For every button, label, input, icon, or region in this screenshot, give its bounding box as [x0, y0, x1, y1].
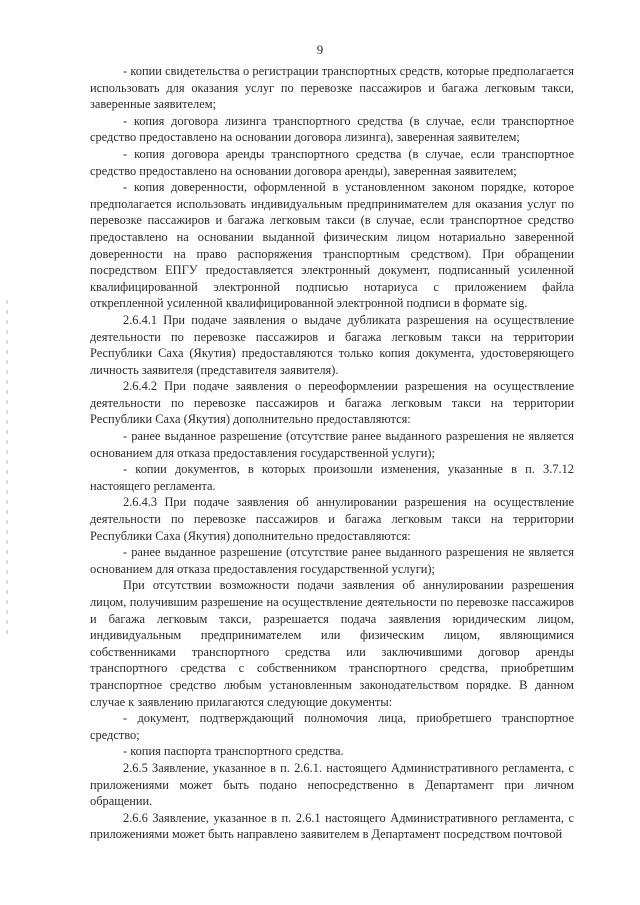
- paragraph: 2.6.4.3 При подаче заявления об аннулировании разрешения на осуществление деятельности по перевозке пассажиров и багажа легковым такси на территории Республики Саха (Якутия) дополнительно предоставляются:: [90, 495, 574, 543]
- paragraph: - копии документов, в которых произошли изменения, указанные в п. 3.7.12 настоящего регламента.: [90, 462, 574, 493]
- scan-binding-mark: [6, 300, 8, 640]
- page-number: 9: [316, 42, 324, 57]
- paragraph: - ранее выданное разрешение (отсутствие ранее выданного разрешения не является основанием для отказа предоставления государственной услуги);: [90, 429, 574, 460]
- paragraph: - документ, подтверждающий полномочия лица, приобретшего транспортное средство;: [90, 711, 574, 742]
- paragraph: - ранее выданное разрешение (отсутствие ранее выданного разрешения не является основанием для отказа предоставления государственной услуги);: [90, 545, 574, 576]
- paragraph: - копия паспорта транспортного средства.: [123, 744, 344, 759]
- paragraph: 2.6.6 Заявление, указанное в п. 2.6.1 настоящего Административного регламента, с приложениями может быть направлено заявителем в Департамент посредством почтовой: [90, 810, 574, 842]
- document-body: [90, 63, 574, 843]
- paragraph: - копии свидетельства о регистрации транспортных средств, которые предполагается использовать для оказания услуг по перевозке пассажиров и багажа легковым такси, заверенные заявителем;: [90, 64, 574, 112]
- paragraph: - копия договора аренды транспортного средства (в случае, если транспортное средство предоставлено на основании договора аренды), заверенная заявителем;: [90, 146, 574, 178]
- paragraph: 2.6.5 Заявление, указанное в п. 2.6.1. настоящего Административного регламента, с приложениями может быть подано непосредственно в Департамент при личном обращении.: [90, 760, 574, 809]
- paragraph: 2.6.4.1 При подаче заявления о выдаче дубликата разрешения на осуществление деятельности по перевозке пассажиров и багажа легковым такси на территории Республики Саха (Якутия) предоставляются только копия документа, удостоверяющего личность заявителя (представителя заявителя).: [90, 312, 574, 377]
- paragraph: При отсутствии возможности подачи заявления об аннулировании разрешения лицом, получившим разрешение на осуществление деятельности по перевозке пассажиров и багажа легковым такси, разрешается подача заявления юридическим лицом, индивидуальным предпринимателем или физическим лицом, являющимися собственниками транспортного средства или заключившими договор аренды транспортного средства с собственником транспортного средства, приобретшим транспортное средство любым установленным законодательством порядке. В данном случае к заявлению прилагаются следующие документы:: [90, 578, 574, 709]
- paragraph: - копия договора лизинга транспортного средства (в случае, если транспортное средство предоставлено на основании договора лизинга), заверенная заявителем;: [90, 113, 574, 145]
- paragraph: 2.6.4.2 При подаче заявления о переоформлении разрешения на осуществление деятельности по перевозке пассажиров и багажа легковым такси на территории Республики Саха (Якутия) дополнительно предоставляются:: [90, 379, 574, 427]
- paragraph: - копия доверенности, оформленной в установленном законом порядке, которое предполагается использовать индивидуальным предпринимателем для оказания услуг по перевозке пассажиров и багажа легковым такси (в случае, если транспортное средство предоставлено на основании выданной физическим лицом нотариально заверенной доверенности на право распоряжения транспортным средством). При обращении посредством ЕПГУ предоставляется электронный документ, подписанный усиленной квалифицированной электронной подписью нотариуса с приложением файла открепленной усиленной квалифицированной электронной подписи в формате sig.: [90, 180, 574, 311]
